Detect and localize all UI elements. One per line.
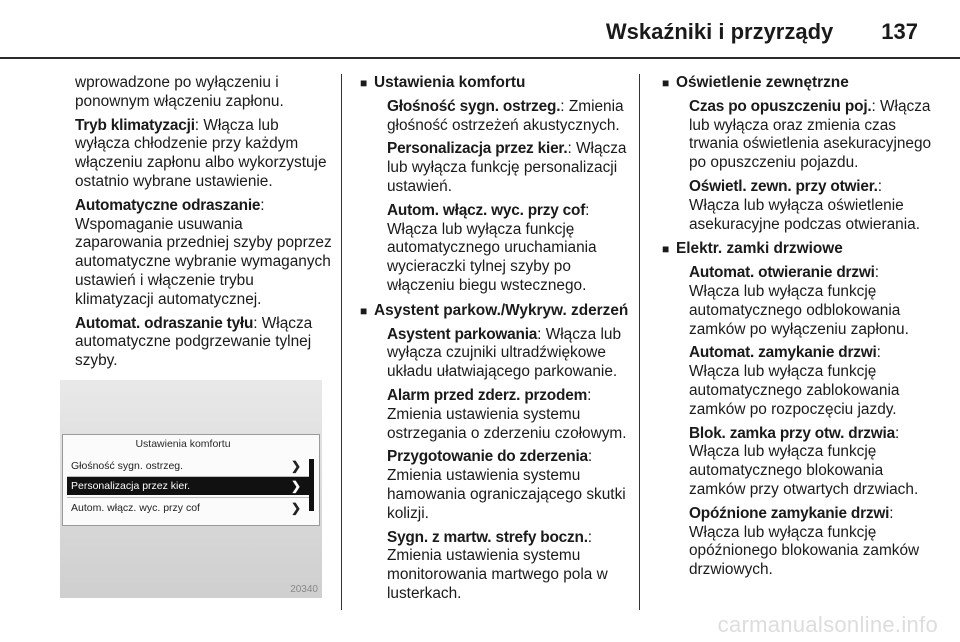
- menu-item-rear-wiper: Autom. włącz. wyc. przy cof ❯: [71, 501, 301, 515]
- settings-screen: [62, 434, 320, 526]
- definition-item: Automat. zamykanie drzwi: Włącza lub wyłącza funkcję automatycznego zablokowania zamków po rozpoczęciu jazdy.: [689, 344, 900, 418]
- section-heading: ■ Asystent parkow./Wykryw. zderzeń: [374, 302, 632, 321]
- definition-item: Autom. włącz. wyc. przy cof: Włącza lub wyłącza funkcję automatycznego uruchamiania wycieraczki tylnej szyby po włączeniu biegu wstecznego.: [387, 201, 597, 294]
- description: Włącza automatyczne podgrzewanie tylnej szyby.: [75, 314, 313, 370]
- definition-item: Blok. zamka przy otw. drzwia: Włącza lub wyłącza funkcję automatycznego blokowania zamków przy otwartych drzwiach.: [689, 424, 919, 498]
- intro-text: wprowadzone po wyłączeniu i ponownym włączeniu zapłonu.: [75, 74, 284, 110]
- definition-item: Sygn. z martw. strefy boczn.: Zmienia ustawienia systemu monitorowania martwego pola w lusterkach.: [387, 528, 608, 602]
- definition-item: Tryb klimatyzacji: Włącza lub wyłącza chłodzenie przy każdym włączeniu zapłonu albo wykorzystuje ostatnio wybrane ustawienie.: [75, 116, 327, 190]
- term: Tryb klimatyzacji: [75, 116, 195, 134]
- column-1: [75, 74, 333, 376]
- section-heading: ■ Oświetlenie zewnętrzne: [676, 74, 932, 93]
- menu-divider: [67, 497, 309, 498]
- menu-item-personalization-selected: Personalizacja przez kier. ❯: [67, 477, 309, 495]
- chevron-right-icon: ❯: [290, 501, 301, 515]
- definition-item: Opóźnione zamykanie drzwi: Włącza lub wyłącza funkcję opóźnionego blokowania zamków drzwiowych.: [689, 504, 920, 579]
- definition-item: Czas po opuszczeniu poj.: Włącza lub wyłącza oraz zmienia czas trwania oświetlenia asekuracyjnego po opuszczeniu pojazdu.: [689, 97, 932, 172]
- description: Włącza lub wyłącza chłodzenie przy każdym włączeniu zapłonu albo wykorzystuje ostatnio wybrane ustawienie.: [75, 116, 327, 190]
- section-heading: ■ Elektr. zamki drzwiowe: [676, 240, 932, 259]
- display-photo: [60, 380, 322, 598]
- header-divider: [0, 57, 960, 59]
- chevron-right-icon: ❯: [290, 479, 301, 493]
- description: Wspomaganie usuwania zaparowania przedniej szyby poprzez automatyczne wybranie wymaganych ustawień i włączenie trybu klimatyzacji automatycznej.: [75, 215, 332, 308]
- menu-item-warning-volume: Głośność sygn. ostrzeg. ❯: [71, 459, 301, 473]
- screen-title: Ustawienia komfortu: [135, 438, 231, 450]
- definition-item: Automat. odraszanie tyłu: Włącza automatyczne podgrzewanie tylnej szyby.: [75, 314, 313, 370]
- page-header: [606, 14, 918, 50]
- definition-item: Alarm przed zderz. przodem: Zmienia ustawienia systemu ostrzegania o zderzeniu czołowym.: [387, 386, 627, 442]
- definition-item: Personalizacja przez kier.: Włącza lub wyłącza funkcję personalizacji ustawień.: [387, 140, 627, 195]
- column-divider: [341, 74, 342, 610]
- page-number: 137: [881, 19, 918, 44]
- definition-item: Automat. otwieranie drzwi: Włącza lub wyłącza funkcję automatycznego odblokowania zamków po wyłączeniu zapłonu.: [689, 264, 909, 338]
- definition-item: Automatyczne odraszanie: Wspomaganie usuwania zaparowania przedniej szyby poprzez automatyczne wybranie wymaganych ustawień i włączenie trybu klimatyzacji automatycznej.: [75, 196, 332, 308]
- column-divider: [639, 74, 640, 610]
- watermark: carmanualsonline.info: [717, 612, 938, 637]
- term: Automatyczne odraszanie: [75, 196, 261, 214]
- term: Automat. odraszanie tyłu: [75, 314, 254, 332]
- section-exterior-lighting: [662, 74, 932, 234]
- chapter-title: Wskaźniki i przyrządy: [605, 19, 834, 44]
- section-parking-assist: [360, 302, 632, 604]
- definition-item: Przygotowanie do zderzenia: Zmienia ustawienia systemu hamowania ograniczającego skutki kolizji.: [387, 448, 626, 522]
- scrollbar: [309, 459, 314, 511]
- section-comfort-settings: [360, 74, 632, 296]
- section-heading: ■ Ustawienia komfortu: [374, 74, 632, 93]
- definition-item: Asystent parkowania: Włącza lub wyłącza czujniki ultradźwiękowe układu ułatwiającego parkowanie.: [387, 325, 622, 381]
- section-door-locks: [662, 240, 932, 580]
- column-3: [662, 74, 932, 586]
- chevron-right-icon: ❯: [290, 459, 301, 473]
- definition-item: Głośność sygn. ostrzeg.: Zmienia głośność ostrzeżeń akustycznych.: [387, 97, 624, 134]
- column-2: [360, 74, 632, 610]
- definition-item: Oświetl. zewn. przy otwier.: Włącza lub wyłącza oświetlenie asekuracyjne podczas otwierania.: [689, 177, 920, 233]
- image-code: 20340: [290, 584, 318, 595]
